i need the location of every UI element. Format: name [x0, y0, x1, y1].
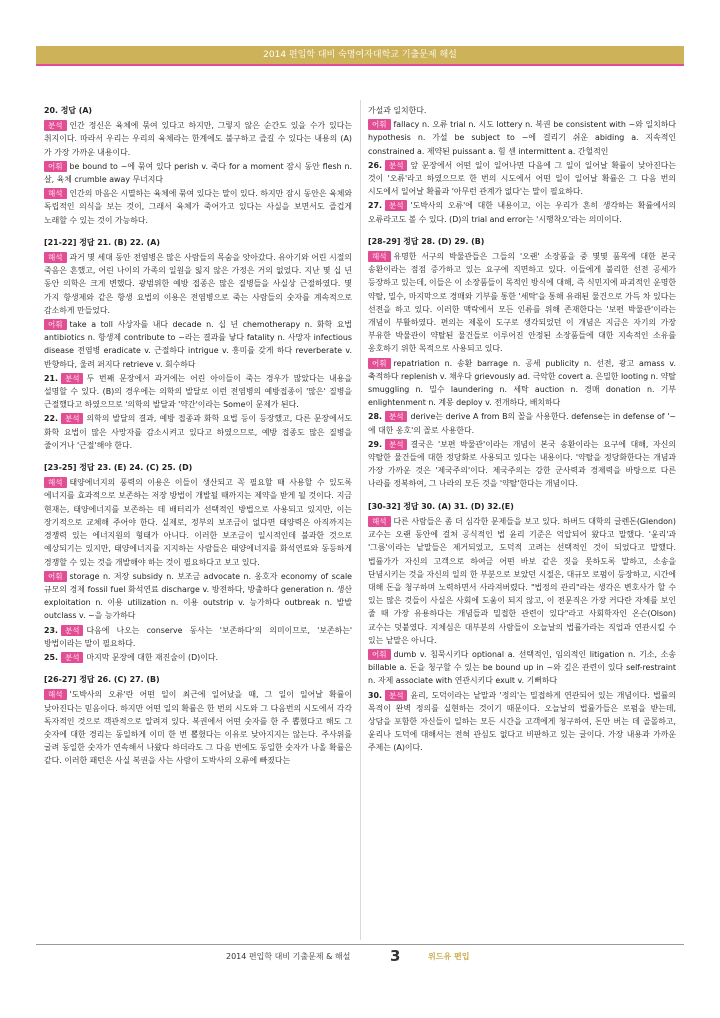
vocab-26-27-text: fallacy n. 오류 trial n. 시도 lottery n. 복권 be consistent with ~와 일치하다 hypothesis n. 가설 be subject to ~에 걸리기 쉬운 abiding a. 지속적인 constrained a. 제약된 puissant a. 힘 센 intermittent a. 간헐적인	[368, 120, 676, 156]
analysis-tag: 분석	[385, 439, 408, 450]
vocab-23-25-text: storage n. 저장 subsidy n. 보조금 advocate n. 옹호자 economy of scale 규모의 경제 fossil fuel 화석연료 discharge v. 방전하다, 방출하다 generation n. 생산 exploitation n. 이용 utilization n. 이용 outstrip v. 능가하다 outbreak n. 발발 outclass v. ~을 능가하다	[44, 571, 352, 621]
translation-tag: 해석	[44, 188, 67, 199]
analysis-21-text: 두 번째 문장에서 과거에는 어린 아이들이 죽는 경우가 많았다는 내용을 설명할 수 있다. (B)의 경우에는 의학의 발달로 이런 전염병의 예방접종이 '많은' 질병을 근절했다고 하였으므로 '의학의 발달과 '약간'이라는 Some이 문제가 된다.	[44, 373, 352, 410]
analysis-25: 25. 분석 마지막 문장에 대한 재진술이 (D)이다.	[44, 652, 218, 662]
analysis-23: 23. 분석 다음에 나오는 conserve 동사는 '보존하다'의 의미이므로, '보존하는' 방법이라는 말이 필요하다.	[44, 625, 352, 648]
translation-26-27-text: '도박사의 오류'란 어떤 일이 최근에 일어났을 때, 그 일이 일어날 확률이 낮아진다는 믿음이다. 하지만 어떤 일의 확률은 한 번의 시도와 그 다음번의 시도에서 각각 독자적인 것으로 객관적으로 알려져 있다. 복권에서 어떤 숫자를 한 주 뽑혔다고 해도 그 숫자에 대한 경리는 동일하게 이미 한 번 뽑혔다는 이유로 낮아지지는 않는다. 주사위를 굴려 동일한 숫자가 연속해서 나왔다 하더라도 그 다음 번에도 동일한 숫자가 나올 확률은 같다. 이러한 패턴은 사실 복권을 사는 사람이 도박사의 오류에 빠졌다는	[44, 690, 352, 766]
continuation-text: 가설과 일치한다.	[368, 106, 427, 115]
translation-tag: 해석	[44, 689, 67, 700]
translation-30-32	[368, 515, 676, 647]
analysis-23-text: 다음에 나오는 conserve 동사는 '보존하다'의 의미이므로, '보존하는' 방법이라는 말이 필요하다.	[44, 625, 352, 648]
translation-tag: 해석	[368, 516, 391, 527]
vocab-tag: 어휘	[44, 161, 67, 172]
analysis-26: 26. 분석 앞 문장에서 어떤 일이 일어나면 다음에 그 일이 일어날 확률이 낮아진다는 것이 '오류'라고 하였으므로 한 번의 시도에서 어떤 일이 일어날 확률은 그 다음 번의 시도에서 일어날 확률과 '아무런 관계가 없다'는 말이 필요하다.	[368, 160, 676, 197]
footer-brand: 위드유 편입	[428, 952, 470, 961]
right-column	[368, 104, 676, 939]
translation-21-22	[44, 251, 352, 317]
vocab-26-27	[368, 118, 676, 158]
section-heading-21-22: [21-22] 정답 21. (B) 22. (A)	[44, 237, 160, 247]
analysis-tag: 분석	[385, 411, 408, 422]
analysis-26-text: 앞 문장에서 어떤 일이 일어나면 다음에 그 일이 일어날 확률이 낮아진다는 것이 '오류'라고 하였으므로 한 번의 시도에서 어떤 일이 일어날 확률은 그 다음 번의 시도에서 일어날 확률과 '아무런 관계가 없다'는 말이 필요하다.	[368, 160, 676, 197]
translation-20-text: 인간의 마음은 시멸하는 육체에 묶여 있다는 말이 있다. 하지만 잠시 동안은 육체와 독립적인 의식을 보는 것이, 그래서 육체가 죽어가고 있다는 사실을 보면서도 즐겁게 노래할 수 있는 것이 가능하다.	[44, 189, 352, 225]
section-heading-30-32: [30-32] 정답 30. (A) 31. (D) 32.(E)	[368, 501, 514, 511]
analysis-22: 22. 분석 의학의 발달의 결과, 예방 접종과 화학 요법 등이 등장했고, 다른 문장에서도 화학 요법이 많은 사망자를 감소시켜고 있다고 하였으므로, 예방 접종도 많은 질병을 줄이거나 '근절'해야 한다.	[44, 414, 352, 450]
footer-title: 2014 편입학 대비 기출문제 & 해설	[226, 952, 351, 961]
analysis-30-text: 윤리, 도덕이라는 낱말과 '정의'는 밀접하게 연관되어 있는 개념이다. 법률의 목적이 완벽 정의를 실현하는 것이기 때문이다. 오늘날의 법률가들은 로펌을 받는데, 상담을 포함한 자신들이 일하는 모든 시간을 고객에게 청구하여, 돈만 버는 데 골몰하고, 윤리나 도덕에 대해서는 전혀 관심도 없다고 비판하고 있는 글이다. 가장 내용과 가까운 주제는 (A)이다.	[368, 690, 676, 753]
analysis-tag: 분석	[385, 160, 408, 171]
analysis-27: 27. 분석 '도박사의 오류'에 대한 내용이고, 이는 우리가 흔히 생각하는 확률에서의 오류라고도 볼 수 있다. (D)의 trial and error는 '시행착오'라는 의미이다.	[368, 201, 676, 224]
analysis-28-text: derive는 derive A from B의 꼴을 사용한다. defense는 in defense of '~에 대한 옹호'의 꼴로 사용한다.	[368, 412, 676, 435]
header-bar	[36, 46, 684, 64]
analysis-tag: 분석	[44, 120, 67, 131]
header-title: 2014 편입학 대비 숙명여자대학교 기출문제 해설	[263, 50, 457, 60]
analysis-tag: 분석	[61, 413, 84, 424]
vocab-23-25	[44, 570, 352, 623]
vocab-21-22	[44, 318, 352, 371]
analysis-tag: 분석	[61, 625, 84, 636]
vocab-20-text: be bound to ~에 묶여 있다 perish v. 죽다 for a moment 잠시 동안 flesh n. 살, 육체 crumble away 무너지다	[44, 161, 352, 185]
translation-tag: 해석	[44, 252, 67, 263]
analysis-20	[44, 119, 352, 159]
translation-tag: 해석	[368, 251, 391, 262]
page-footer	[36, 944, 684, 973]
page-number: 3	[390, 947, 401, 965]
analysis-22-text: 의학의 발달의 결과, 예방 접종과 화학 요법 등이 등장했고, 다른 문장에서도 화학 요법이 많은 사망자를 감소시켜고 있다고 하였으므로, 예방 접종도 많은 질병을 줄이거나 '근절'해야 한다.	[44, 414, 352, 450]
vocab-tag: 어휘	[368, 119, 391, 130]
translation-28-29	[368, 250, 676, 356]
vocab-28-29-text: repatriation n. 송환 barrage n. 공세 publicity n. 선전, 광고 amass v. 축적하다 replenish v. 채우다 grievously ad. 극악한 covert a. 은밀한 looting n. 약탈 smuggling n. 밀수 laundering n. 세탁 auction n. 경매 donation n. 기부 enlightenment n. 계몽 deploy v. 전개하다, 배치하다	[368, 358, 676, 408]
column-divider	[360, 100, 361, 940]
translation-tag: 해석	[44, 477, 67, 488]
vocab-28-29	[368, 357, 676, 410]
translation-30-32-text: 다른 사람들은 좀 더 심각한 문제들을 보고 있다. 하버드 대학의 글렌돈(Glendon) 교수는 오랜 동안에 걸쳐 공식적인 법 윤리 기준은 억압되어 왔다고 말했다. '윤리'과 '그름'이라는 낱말들은 제거되었고, 도덕적 고려는 선택적인 것이 되었다고 말했다. 법률가가 자신의 고객으로 하여금 어떤 바보 같은 짓을 못하도록 말하고, 소송을 단념시키는 것을 자신의 일의 한 부분으로 보았던 시절은, 대규모 로펌이 등장하고, 시간에 대해 돈을 청구하며 노력하면서 사라져버렸다. "법정의 관리"라는 생각은 변호사가 할 수 있는 많은 것들이 사실은 사회에 도움이 되지 않고, 이 전문직은 가장 커다란 자체를 보인 줄 때 가장 유용하다는 개념들과 밀접한 관련이 있다"라고 사회학자인 온슨(Olson) 교수는 덧붙였다. 지체심은 대부분의 사람들이 오늘날의 법률가라는 직업과 연관시킬 수 있는 낱말은 아니다.	[368, 516, 676, 645]
analysis-25-text: 마지막 문장에 대한 재진술이 (D)이다.	[86, 652, 218, 662]
section-heading-23-25: [23-25] 정답 23. (E) 24. (C) 25. (D)	[44, 463, 193, 473]
vocab-30-32-text: dumb v. 침묵시키다 optional a. 선택적인, 임의적인 litigation n. 기소, 소송 billable a. 돈을 청구할 수 있는 be bound up in ~와 깊은 관련이 있다 self-restraint n. 자제 associate with 연관시키다 exult v. 기뻐하다	[368, 649, 676, 686]
analysis-21: 21. 분석 두 번째 문장에서 과거에는 어린 아이들이 죽는 경우가 많았다는 내용을 설명할 수 있다. (B)의 경우에는 의학의 발달로 이런 전염병의 예방접종이 '많은' 질병을 근절했다고 하였으므로 '의학의 발달과 '약간'이라는 Some이 문제가 된다.	[44, 373, 352, 410]
vocab-21-22-text: take a toll 사상자를 내다 decade n. 십 년 chemotherapy n. 화학 요법 antibiotics n. 항생제 contribute to ~라는 결과를 낳다 fatality n. 사망자 infectious disease 전염병 eradicate v. 근절하다 intrigue v. 흥미를 갖게 하다 reverberate v. 반향하다, 울려 퍼지다 retrieve v. 회수하다	[44, 320, 352, 369]
analysis-30: 30. 분석 윤리, 도덕이라는 낱말과 '정의'는 밀접하게 연관되어 있는 개념이다. 법률의 목적이 완벽 정의를 실현하는 것이기 때문이다. 오늘날의 법률가들은 로펌을 받는데, 상담을 포함한 자신들이 일하는 모든 시간을 고객에게 청구하여, 돈만 버는 데 골몰하고, 윤리나 도덕에 대해서는 전혀 관심도 없다고 비판하고 있는 글이다. 가장 내용과 가까운 주제는 (A)이다.	[368, 690, 676, 753]
translation-20	[44, 187, 352, 227]
analysis-tag: 분석	[385, 690, 408, 701]
analysis-27-text: '도박사의 오류'에 대한 내용이고, 이는 우리가 흔히 생각하는 확률에서의 오류라고도 볼 수 있다. (D)의 trial and error는 '시행착오'라는 의미이다.	[368, 201, 676, 224]
analysis-tag: 분석	[61, 652, 84, 663]
vocab-tag: 어휘	[368, 358, 391, 369]
vocab-tag: 어휘	[44, 571, 67, 582]
left-column	[44, 104, 352, 939]
section-heading-26-27: [26-27] 정답 26. (C) 27. (B)	[44, 675, 160, 685]
translation-23-25	[44, 476, 352, 568]
analysis-28: 28. 분석 derive는 derive A from B의 꼴을 사용한다. defense는 in defense of '~에 대한 옹호'의 꼴로 사용한다.	[368, 412, 676, 435]
vocab-tag: 어휘	[44, 319, 67, 330]
analysis-tag: 분석	[385, 200, 408, 211]
translation-28-29-text: 유명한 서구의 박물관들은 그들의 '오랜' 소장품을 중 몇몇 품목에 대한 본국 송환이라는 점점 증가하고 있는 요구에 직면하고 있다. 이들에게 불리한 선전 공세가 등장하고 있는데, 이들은 이 소장품들이 목적인 방식에 대해, 즉 식민지에 파괴적인 운명한 약탈, 밀수, 마지막으로 경매와 기부를 통한 '세탁'을 통해 유래된 물건으로 가득 차 있다는 선전을 하고 있다. 이러한 맥락에서 모든 인류를 위해 존재한다는 '보편 박물관'이라는 개념이 부활하였다. 편의는 제몫이 도구로 생각되었던 이 개념은 지금은 자기의 가장 부유한 박물관이 약탈된 물건들로 이루어진 안정된 소장품들에 대한 지속적인 소유를 옹호하기 위한 목적으로 사용되고 있다.	[368, 252, 676, 354]
section-heading-20: 20. 정답 (A)	[44, 106, 93, 115]
vocab-30-32	[368, 648, 676, 688]
analysis-tag: 분석	[61, 373, 84, 384]
translation-21-22-text: 과거 몇 세대 동안 전염병은 많은 사람들의 목숨을 앗아갔다. 유아기와 어린 시절의 죽음은 흔했고, 어린 나이의 가족의 일원을 잃지 않은 가정은 거의 없었다. 지난 몇 십 년 동안 의학은 크게 변했다. 광범위한 예방 접종은 많은 질병들을 사실상 근절하였다. 몇 가지 항생제와 같은 항생 요법의 이용은 전염병으로 죽는 사람들의 숫자를 계속적으로 감소하게 만들었다.	[44, 253, 352, 315]
analysis-20-text: 인간 정신은 육체에 묶여 있다고 하지만, 그렇지 않은 순간도 있을 수가 있다는 취지이다. 따라서 우리는 우리의 육체라는 한계에도 불구하고 즐길 수 있다는 내용의 (A)가 가장 가까운 내용이다.	[44, 121, 352, 157]
header-rule	[36, 64, 684, 66]
translation-23-25-text: 태양에너지의 풍력의 이용은 이들이 생산되고 꼭 필요할 때 사용할 수 있도록 에너지를 효과적으로 보존하는 저장 방법이 개발될 때까지는 제약을 받게 될 것이다. 지금 현재는, 태양에너지를 보존하는 데 배터리가 선택적인 방법으로 사용되고 있지만, 이는 장기적으로 교체해 주어야 한다. 실제로, 정부의 보조금이 없다면 태양력은 아직까지는 경쟁력 있는 에너지원의 형태가 아니다. 이러한 보조금이 일시적인데 불과한 것으로 예상되기는 있지만, 태양에너지를 지지하는 사람들은 태양에너지를 화석연료와 동등하게 경쟁할 수 있는 것을 개발해야 하는 것이 필요하다고 보고 있다.	[44, 478, 352, 567]
section-heading-28-29: [28-29] 정답 28. (D) 29. (B)	[368, 236, 485, 246]
analysis-29-text: 결국은 '보편 박물관'이라는 개념이 본국 송환이라는 요구에 대해, 자신의 약탈한 물건들에 대한 정당화로 사용되고 있다는 내용이다. '약탈을 정당화한다는 개념과 가장 가까운 것은 '제국주의'이다. 제국주의는 강한 군사력과 경제력을 바탕으로 다른 나라를 정복하여, 그 나라의 모든 것을 '약탈'한다는 개념이다.	[368, 439, 676, 489]
vocab-20	[44, 160, 352, 186]
vocab-tag: 어휘	[368, 649, 391, 660]
translation-26-27	[44, 688, 352, 767]
analysis-29: 29. 분석 결국은 '보편 박물관'이라는 개념이 본국 송환이라는 요구에 대해, 자신의 약탈한 물건들에 대한 정당화로 사용되고 있다는 내용이다. '약탈을 정당화한다는 개념과 가장 가까운 것은 '제국주의'이다. 제국주의는 강한 군사력과 경제력을 바탕으로 다른 나라를 정복하여, 그 나라의 모든 것을 '약탈'한다는 개념이다.	[368, 439, 676, 489]
